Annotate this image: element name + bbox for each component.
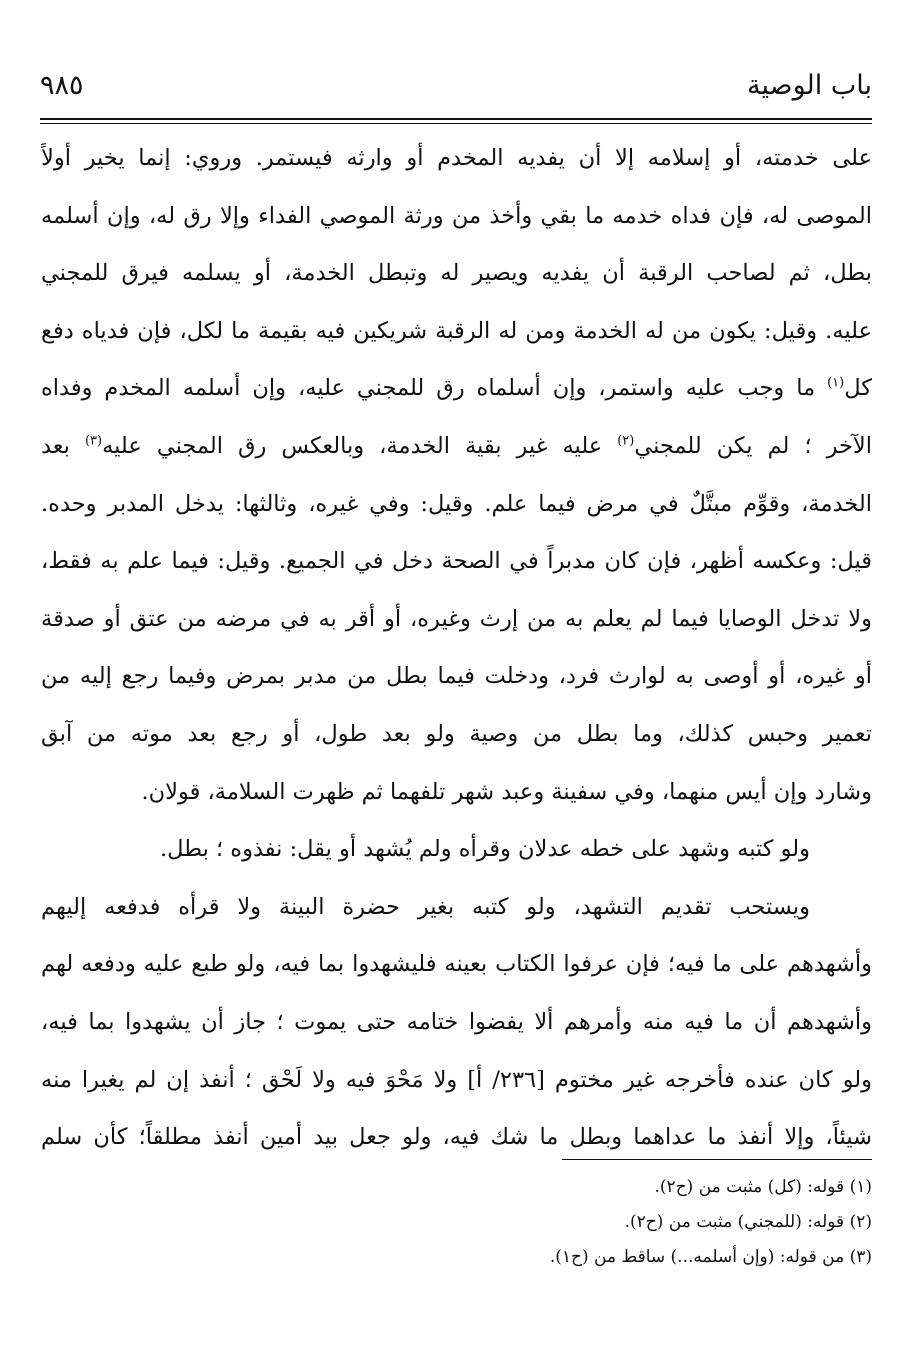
text-line: ولا تدخل الوصايا فيما لم يعلم به من إرث وغيره، أو أقر به في مرضه من عتق أو صدقة (41, 605, 872, 632)
text-segment: الآخر ؛ لم يكن للمجني (634, 432, 872, 459)
header-rule (40, 118, 872, 120)
text-line: وأشهدهم على ما فيه؛ فإن عرفوا الكتاب بعينه فليشهدوا بما فيه، ولو طبع عليه ودفعه لهم (41, 951, 872, 978)
text-segment: بعد (41, 432, 85, 459)
text-line: ويستحب تقديم التشهد، ولو كتبه بغير حضرة البينة ولا قرأه فدفعه إليهم (41, 893, 810, 920)
footnotes (372, 1170, 872, 1275)
footnote-ref: (٣) (84, 433, 103, 449)
footnote: (٣) من قوله: (وإن أسلمه...) ساقط من (ح١). (549, 1247, 872, 1267)
footnote: (١) قوله: (كل) مثبت من (ح٢). (654, 1177, 872, 1197)
text-line: أو غيره، أو أوصى به لوارث فرد، ودخلت فيما بطل من مدبر بمرض وفيما رجع إليه من (41, 663, 872, 690)
chapter-title: باب الوصية (747, 70, 872, 101)
paragraph: ولو كتبه وشهد على خطه عدلان وقرأه ولم يُشهد أو يقل: نفذوه ؛ بطل. (159, 836, 810, 863)
text-line: وأشهدهم أن ما فيه منه وأمرهم ألا يفضوا ختامه حتى يموت ؛ جاز أن يشهدوا بما فيه، (41, 1008, 872, 1035)
text-segment: ما وجب عليه واستمر، وإن أسلماه رق للمجني عليه، وإن أسلمه المخدم وفداه (41, 375, 828, 402)
footnote-ref: (٢) (617, 433, 635, 449)
text-segment: كل (844, 375, 872, 402)
footnote: (٢) قوله: (للمجني) مثبت من (ح٢). (624, 1212, 872, 1232)
text-segment: عليه غير بقية الخدمة، وبالعكس رق المجني عليه (102, 432, 618, 459)
text-line: شيئاً، وإلا أنفذ ما عداهما وبطل ما شك فيه، ولو جعل بيد أمين أنفذ مطلقاً؛ كأن سلم (41, 1124, 872, 1151)
text-line-with-footnote (41, 418, 872, 476)
text-line: على خدمته، أو إسلامه إلا أن يفديه المخدم أو وارثه فيستمر. وروي: إنما يخير أولاً (41, 145, 872, 171)
page-number: ٩٨٥ (40, 70, 84, 101)
footnote-ref: (١) (827, 375, 845, 391)
text-line: تعمير وحبس كذلك، وما بطل من وصية ولو بعد طول، أو رجع بعد موته من آبق (41, 720, 872, 747)
main-text (41, 130, 872, 1167)
footnote-separator (562, 1159, 872, 1160)
text-line-with-footnote (41, 360, 872, 418)
page-header (40, 62, 872, 114)
text-line: الخدمة، وقوِّم مبتَّلٌ في مرض فيما علم. وقيل: وفي غيره، وثالثها: يدخل المدبر وحده. (41, 490, 872, 517)
header-rule-thin (40, 123, 872, 124)
text-line: وشارد وإن أيس منهما، وفي سفينة وعبد شهر تلفهما ثم ظهرت السلامة، قولان. (141, 778, 872, 805)
text-line: بطل، ثم لصاحب الرقبة أن يفديه ويصير له وتبطل الخدمة، أو يسلمه فيرق للمجني (41, 260, 872, 287)
text-line: قيل: وعكسه أظهر، فإن كان مدبراً في الصحة دخل في الجميع. وقيل: فيما علم به فقط، (41, 548, 872, 575)
text-line: الموصى له، فإن فداه خدمه ما بقي وأخذ من ورثة الموصي الفداء وإلا رق له، وإن أسلمه (41, 202, 872, 229)
text-line: ولو كان عنده فأخرجه غير مختوم [٢٣٦/ أ] ولا مَحْوَ فيه ولا لَحْق ؛ أنفذ إن لم يغيرا منه (41, 1066, 872, 1093)
text-line: عليه. وقيل: يكون من له الخدمة ومن له الرقبة شريكين فيه بقيمة ما لكل، فإن فدياه دفع (41, 317, 872, 344)
